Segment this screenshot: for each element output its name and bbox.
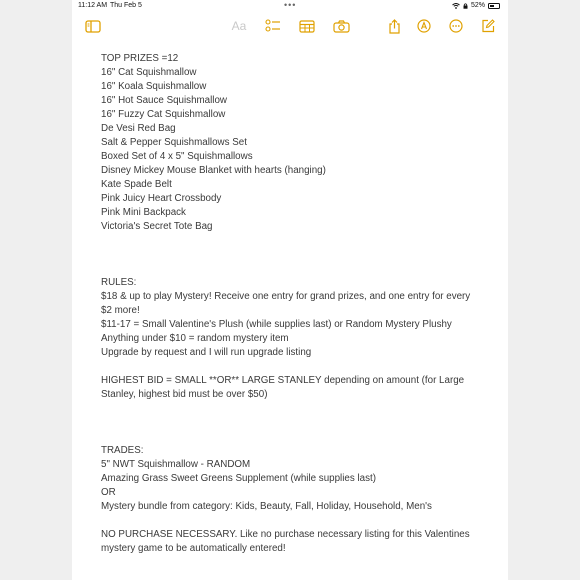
notes-app-window xyxy=(72,0,508,580)
notes-toolbar xyxy=(72,14,508,38)
spacer xyxy=(101,234,481,276)
prize-item: 16" Cat Squishmallow xyxy=(101,67,197,78)
prize-item: Boxed Set of 4 x 5" Squishmallows xyxy=(101,151,253,162)
spacer xyxy=(101,514,481,528)
battery-icon xyxy=(488,3,500,9)
status-date: Thu Feb 5 xyxy=(110,2,142,9)
rule-item: $18 & up to play Mystery! Receive one entry for grand prizes, and one entry for every $2 more! xyxy=(101,291,471,316)
battery-fill xyxy=(490,5,494,7)
rule-item: $11-17 = Small Valentine's Plush (while supplies last) or Random Mystery Plushy xyxy=(101,319,452,330)
multitasking-dots-icon[interactable]: ••• xyxy=(284,0,297,10)
trade-item: 5" NWT Squishmallow - RANDOM xyxy=(101,459,251,470)
prize-item: 16" Fuzzy Cat Squishmallow xyxy=(101,109,226,120)
trade-item: OR xyxy=(101,487,116,498)
highest-bid: HIGHEST BID = SMALL **OR** LARGE STANLEY depending on amount (for Large Stanley, highest bid must be over $50) xyxy=(101,375,465,400)
rule-item: Anything under $10 = random mystery item xyxy=(101,333,289,344)
prize-item: Victoria's Secret Tote Bag xyxy=(101,221,213,232)
rules-title: RULES: xyxy=(101,277,137,288)
prize-item: 16" Hot Sauce Squishmallow xyxy=(101,95,228,106)
rule-item: Upgrade by request and I will run upgrade listing xyxy=(101,347,312,358)
status-bar xyxy=(72,0,508,12)
prize-item: Pink Juicy Heart Crossbody xyxy=(101,193,222,204)
prize-item: De Vesi Red Bag xyxy=(101,123,176,134)
status-time: 11:12 AM xyxy=(78,2,108,9)
trade-item: Mystery bundle from category: Kids, Beauty, Fall, Holiday, Household, Men's xyxy=(101,501,432,512)
compose-icon[interactable] xyxy=(480,18,496,34)
share-icon[interactable] xyxy=(386,18,402,34)
prize-item: Disney Mickey Mouse Blanket with hearts (hanging) xyxy=(101,165,326,176)
right-margin xyxy=(508,0,580,580)
spacer xyxy=(101,402,481,444)
table-icon[interactable] xyxy=(298,18,316,34)
checklist-icon[interactable] xyxy=(264,18,282,34)
battery-percent: 52% xyxy=(470,2,485,9)
left-margin xyxy=(0,0,72,580)
camera-icon[interactable] xyxy=(332,18,350,34)
prize-item: Salt & Pepper Squishmallows Set xyxy=(101,137,247,148)
format-button[interactable]: Aa xyxy=(231,19,247,33)
trade-item: Amazing Grass Sweet Greens Supplement (while supplies last) xyxy=(101,473,376,484)
status-right xyxy=(452,2,500,9)
trades-title: TRADES: xyxy=(101,445,144,456)
wifi-icon xyxy=(452,3,460,9)
prize-item: Pink Mini Backpack xyxy=(101,207,186,218)
lock-rotation-icon xyxy=(463,3,468,9)
prize-item: 16" Koala Squishmallow xyxy=(101,81,207,92)
spacer xyxy=(101,360,481,374)
note-body[interactable] xyxy=(101,52,481,556)
more-icon[interactable] xyxy=(448,18,464,34)
sidebar-icon[interactable] xyxy=(84,18,102,34)
prize-item: Kate Spade Belt xyxy=(101,179,172,190)
prizes-title: TOP PRIZES =12 xyxy=(101,53,179,64)
markup-icon[interactable] xyxy=(416,18,432,34)
no-purchase-note: NO PURCHASE NECESSARY. Like no purchase necessary listing for this Valentines mystery game to be automatically entered! xyxy=(101,529,470,554)
